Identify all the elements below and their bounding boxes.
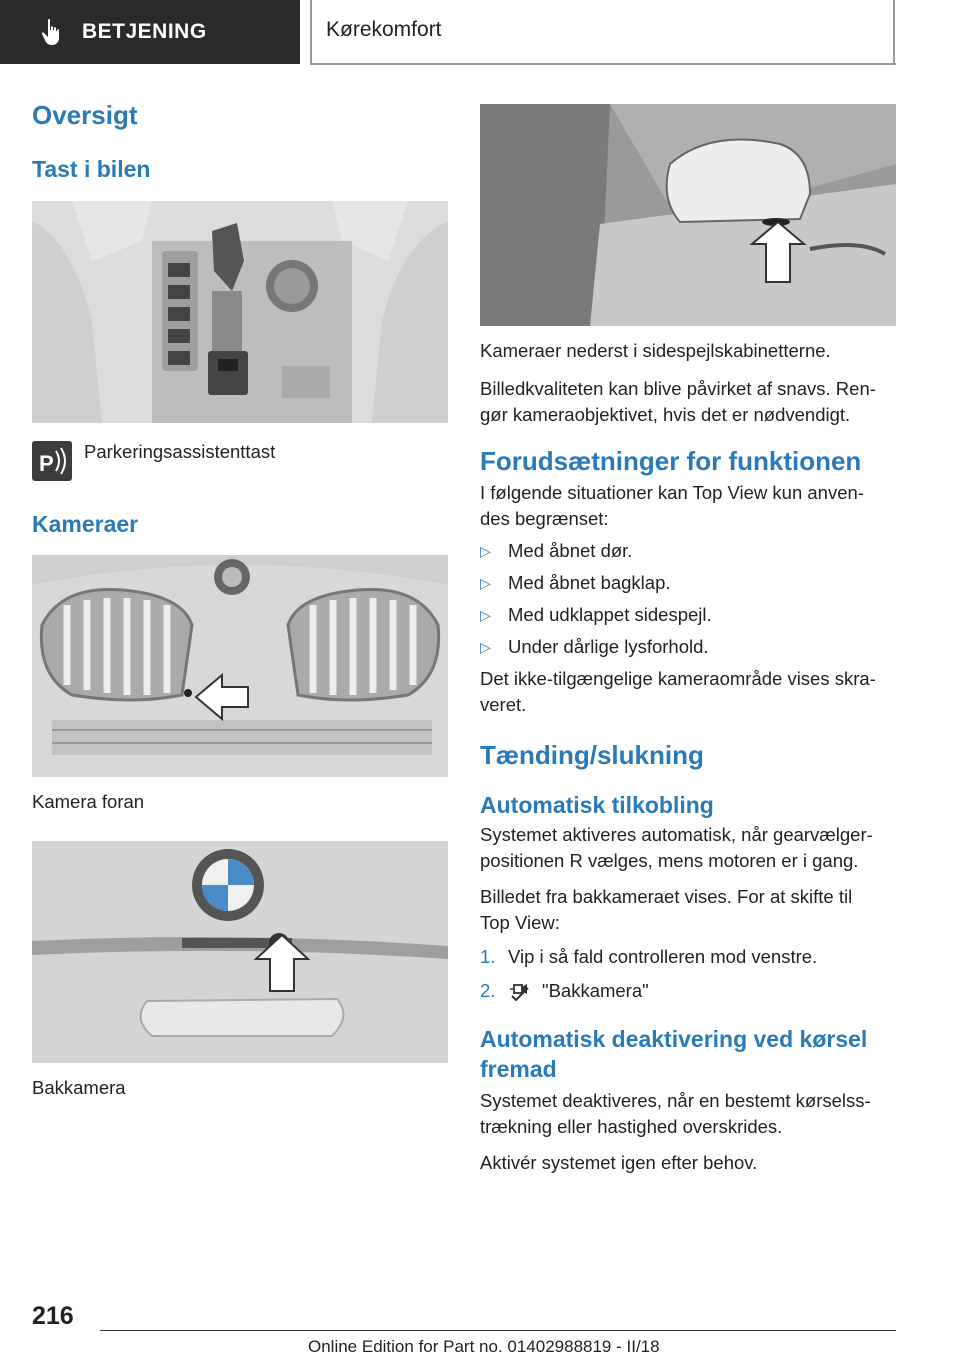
hand-pointer-icon	[40, 18, 64, 46]
step-text: "Bakkamera"	[542, 980, 649, 1001]
left-column	[32, 100, 448, 1101]
section-label: BETJENING	[82, 20, 207, 43]
parking-assist-icon	[32, 441, 72, 481]
side-mirror-illustration	[480, 104, 896, 326]
page-header	[0, 0, 960, 66]
step-text: Vip i så fald controlleren mod venstre.	[508, 946, 818, 967]
bullet-triangle-icon: ▷	[480, 639, 491, 655]
steps-list	[480, 944, 896, 1004]
step-number: 2.	[480, 980, 496, 1001]
rear-camera-image	[32, 841, 448, 1063]
heading-auto-on: Automatisk tilkobling	[480, 792, 714, 818]
list-item	[480, 634, 896, 660]
list-item-text: Med åbnet dør.	[508, 540, 633, 561]
list-item	[480, 944, 896, 970]
paragraph-limited: I følgende situationer kan Top View kun anven-des begrænset:	[480, 482, 864, 529]
list-item-text: Under dårlige lysforhold.	[508, 636, 709, 657]
heading-oversigt: Oversigt	[32, 100, 138, 130]
list-item	[480, 570, 896, 596]
bullet-triangle-icon: ▷	[480, 575, 491, 591]
right-column	[480, 104, 896, 1176]
center-console-image	[32, 201, 448, 423]
caption-mirror-camera: Kameraer nederst i sidespejlskabinetterne.	[480, 340, 831, 361]
front-camera-image	[32, 555, 448, 777]
step-number: 1.	[480, 946, 496, 967]
list-item	[480, 978, 896, 1004]
paragraph-auto-off: Systemet deaktiveres, når en bestemt kørselss-trækning eller hastighed overskrides.	[480, 1090, 871, 1137]
button-caption: Parkeringsassistenttast	[84, 441, 276, 462]
button-caption-row	[32, 441, 448, 481]
caption-rear-camera: Bakkamera	[32, 1077, 126, 1098]
list-item	[480, 538, 896, 564]
paragraph-reactivate: Aktivér systemet igen efter behov.	[480, 1152, 758, 1173]
rear-trunk-illustration	[32, 841, 448, 1063]
header-underline	[310, 63, 896, 65]
heading-tast-i-bilen: Tast i bilen	[32, 156, 151, 182]
section-tab	[0, 0, 300, 64]
side-mirror-image	[480, 104, 896, 326]
header-right-border	[893, 0, 895, 65]
footer-rule	[100, 1330, 896, 1331]
conditions-list	[480, 538, 896, 660]
page-title: Kørekomfort	[326, 18, 442, 41]
header-divider	[310, 0, 312, 64]
camera-view-icon	[508, 980, 534, 1002]
page-number: 216	[32, 1302, 74, 1330]
heading-taending: Tænding/slukning	[480, 740, 704, 770]
svg-text:P: P	[39, 451, 54, 476]
caption-front-camera: Kamera foran	[32, 791, 145, 812]
footer-edition: Online Edition for Part no. 01402988819 - II/18	[308, 1337, 660, 1356]
front-grille-illustration	[32, 555, 448, 777]
center-console-illustration	[32, 201, 448, 423]
heading-forudsaetninger: Forudsætninger for funktionen	[480, 446, 862, 476]
paragraph-topview: Billedet fra bakkameraet vises. For at skifte til Top View:	[480, 886, 853, 933]
list-item-text: Med åbnet bagklap.	[508, 572, 671, 593]
list-item	[480, 602, 896, 628]
bullet-triangle-icon: ▷	[480, 543, 491, 559]
paragraph-auto-on: Systemet aktiveres automatisk, når gearvælger-positionen R vælges, mens motoren er i gang.	[480, 824, 873, 871]
bullet-triangle-icon: ▷	[480, 607, 491, 623]
paragraph-shaded: Det ikke-tilgængelige kameraområde vises skra-veret.	[480, 668, 876, 715]
heading-kameraer: Kameraer	[32, 511, 139, 537]
paragraph-dirt: Billedkvaliteten kan blive påvirket af snavs. Ren-gør kameraobjektivet, hvis det er nødvendigt.	[480, 378, 876, 425]
list-item-text: Med udklappet sidespejl.	[508, 604, 712, 625]
heading-auto-off: Automatisk deaktivering ved kørsel fremad	[480, 1026, 868, 1082]
